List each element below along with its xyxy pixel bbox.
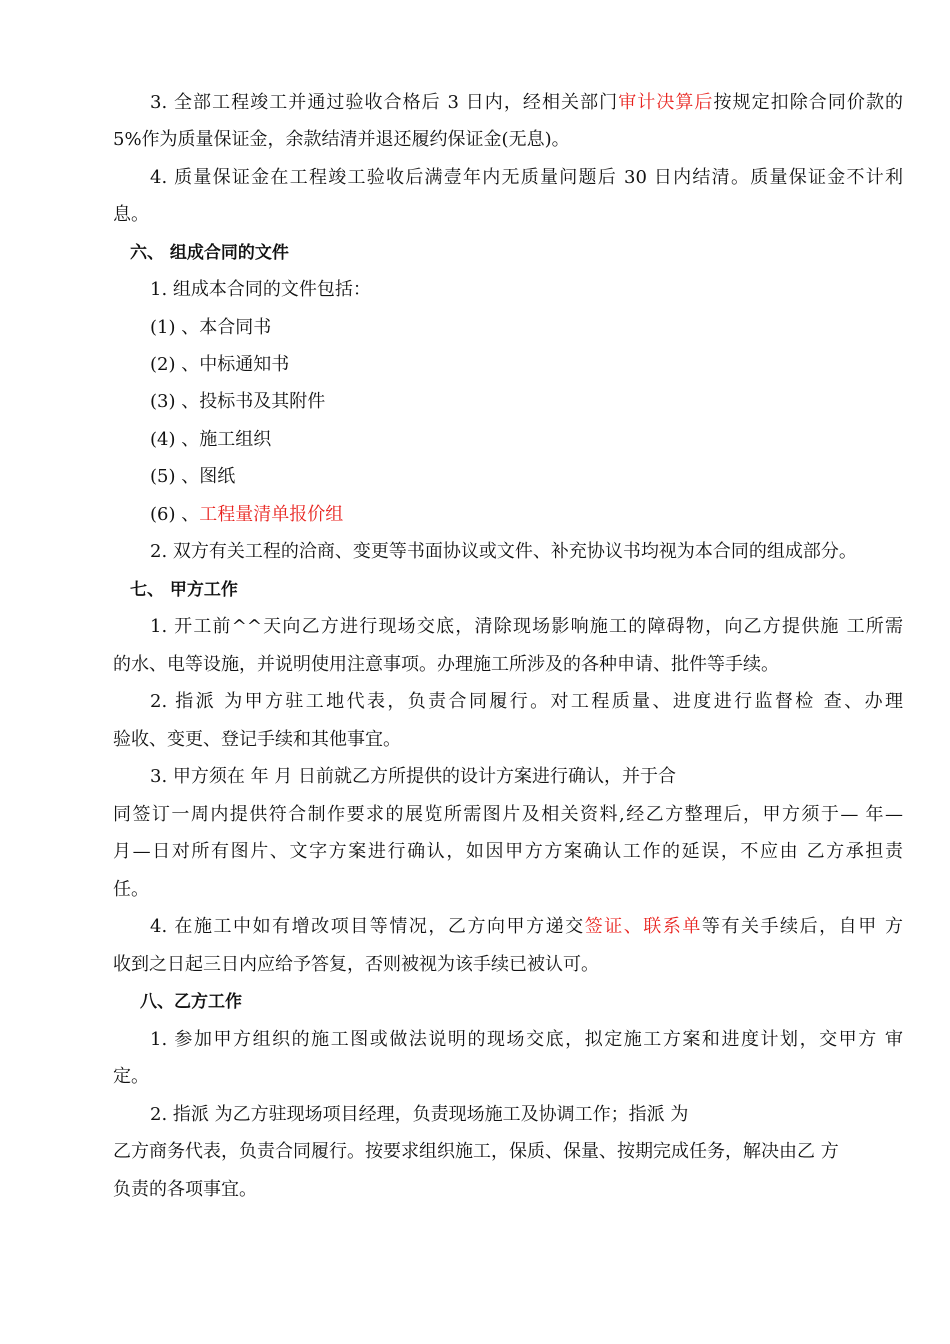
document-list-item-6 (150, 503, 903, 527)
section-7-item-2-line-1: 2. 指派 为甲方驻工地代表，负责合同履行。对工程质量、进度进行监督检 查、办理 (150, 691, 903, 712)
section-8-item-2-line-1: 2. 指派 为乙方驻现场项目经理，负责现场施工及协调工作；指派 为 (150, 1104, 689, 1125)
section-6-heading: 六、 组成合同的文件 (130, 243, 289, 263)
section-7-item-1-line-2: 的水、电等设施，并说明使用注意事项。办理施工所涉及的各种申请、批件等手续。 (113, 654, 779, 675)
section-8-heading: 八、乙方工作 (140, 992, 242, 1012)
section-6-item-2: 2. 双方有关工程的洽商、变更等书面协议或文件、补充协议书均视为本合同的组成部分。 (150, 541, 857, 562)
section-6-item-1: 1. 组成本合同的文件包括： (150, 279, 371, 300)
document-list-item: (5) 、图纸 (150, 466, 236, 487)
section-7-heading: 七、 甲方工作 (130, 580, 238, 600)
highlighted-text: 工程量清单报价组 (199, 504, 344, 525)
section-7-item-4-line-1 (150, 915, 903, 939)
section-8-item-1-line-1: 1. 参加甲方组织的施工图或做法说明的现场交底，拟定施工方案和进度计划，交甲方 审 (150, 1029, 903, 1050)
highlighted-text: 审计决算后 (618, 92, 714, 113)
clause-5-3-line-1 (150, 91, 903, 115)
text-run: 3. 全部工程竣工并通过验收合格后 3 日内，经相关部门 (150, 92, 619, 113)
section-7-item-3-line-1: 3. 甲方须在 年 月 日前就乙方所提供的设计方案进行确认，并于合 (150, 766, 677, 787)
document-list-item: (1) 、本合同书 (150, 317, 272, 338)
section-8-item-2-line-2: 乙方商务代表，负责合同履行。按要求组织施工，保质、保量、按期完成任务，解决由乙 方 (113, 1141, 839, 1162)
clause-5-4-line-2: 息。 (113, 204, 149, 225)
section-8-item-1-line-2: 定。 (113, 1066, 149, 1087)
text-run: 等有关手续后，自甲 方 (701, 916, 903, 937)
clause-5-3-line-2: 5%作为质量保证金，余款结清并退还履约保证金(无息)。 (113, 129, 570, 150)
section-7-item-4-line-2: 收到之日起三日内应给予答复，否则被视为该手续已被认可。 (113, 954, 599, 975)
section-8-item-2-line-3: 负责的各项事宜。 (113, 1179, 257, 1200)
document-list-item: (3) 、投标书及其附件 (150, 391, 326, 412)
section-7-item-2-line-2: 验收、变更、登记手续和其他事宜。 (113, 729, 401, 750)
section-7-item-3-line-2: 同签订一周内提供符合制作要求的展览所需图片及相关资料,经乙方整理后，甲方须于— 年— (113, 804, 903, 825)
section-7-item-1-line-1: 1. 开工前^^天向乙方进行现场交底，清除现场影响施工的障碍物，向乙方提供施 工所需 (150, 616, 903, 637)
highlighted-text: 签证、联系单 (584, 916, 702, 937)
section-7-item-3-line-4: 任。 (113, 879, 149, 900)
section-7-item-3-line-3: 月—日对所有图片、文字方案进行确认，如因甲方方案确认工作的延误，不应由 乙方承担责 (113, 841, 903, 862)
text-run: 4. 在施工中如有增改项目等情况，乙方向甲方递交 (150, 916, 585, 937)
document-list-item: (4) 、施工组织 (150, 429, 272, 450)
document-list-item: (2) 、中标通知书 (150, 354, 290, 375)
text-run: 按规定扣除合同价款的 (713, 92, 904, 113)
clause-5-4-line-1: 4. 质量保证金在工程竣工验收后满壹年内无质量问题后 30 日内结清。质量保证金不计利 (150, 167, 903, 188)
text-run: (6) 、 (150, 504, 200, 525)
